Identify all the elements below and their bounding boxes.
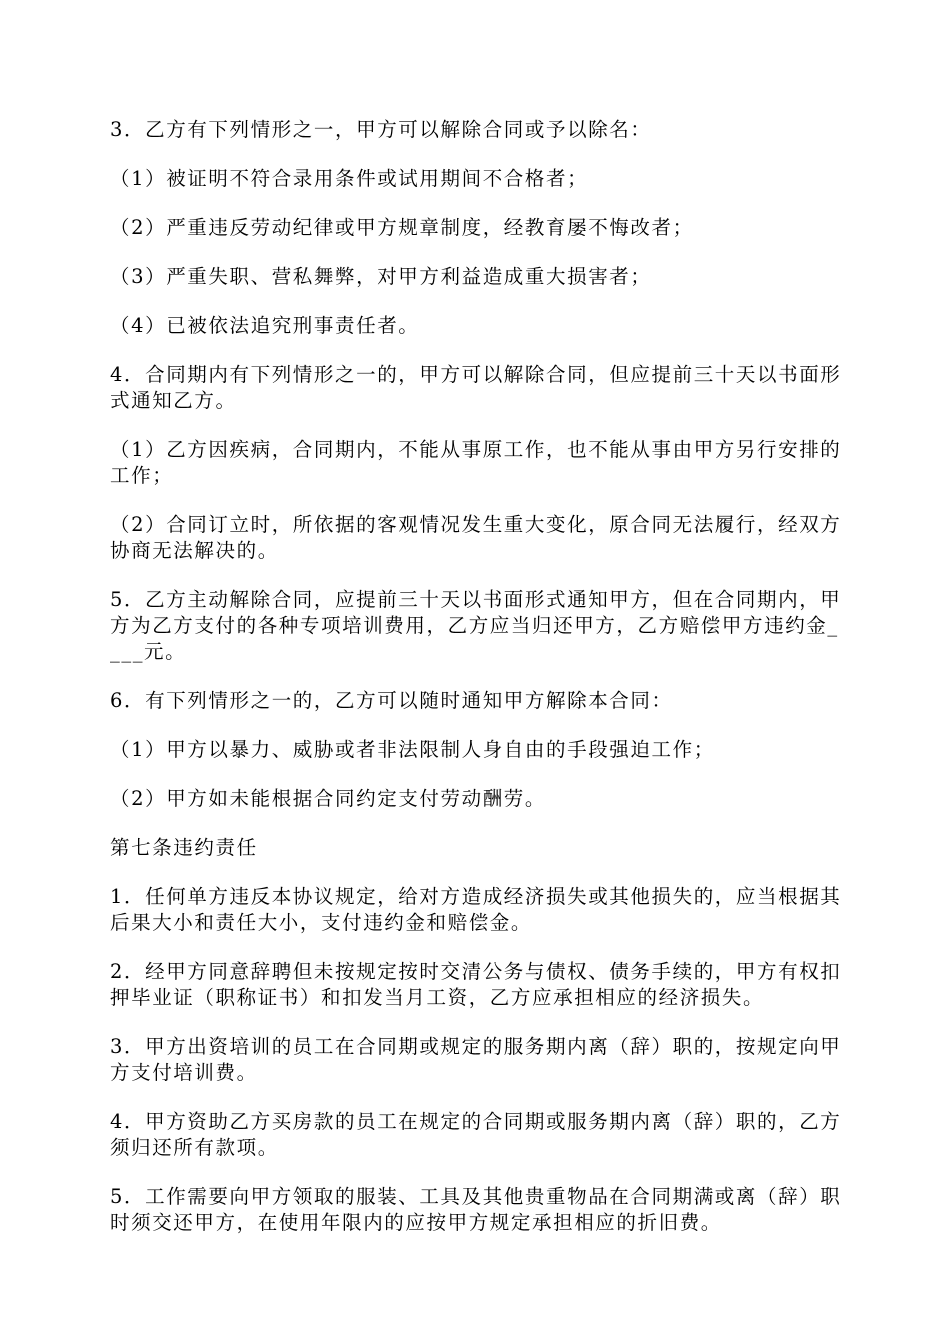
article-7-title: 第七条违约责任	[110, 836, 258, 859]
clause-3-item-1: （1）被证明不符合录用条件或试用期间不合格者；	[110, 167, 589, 190]
article-7-item-5: 5．工作需要向甲方领取的服装、工具及其他贵重物品在合同期满或离（辞）职时须交还甲方，在使用年限内的应按甲方规定承担相应的折旧费。	[110, 1185, 842, 1234]
clause-4-item-1: （1）乙方因疾病，合同期内，不能从事原工作，也不能从事由甲方另行安排的工作；	[110, 438, 842, 487]
article-7-item-2: 2．经甲方同意辞聘但未按规定按时交清公务与债权、债务手续的，甲方有权扣押毕业证（职称证书）和扣发当月工资，乙方应承担相应的经济损失。	[110, 960, 842, 1009]
clause-3-item-4: （4）已被依法追究刑事责任者。	[110, 314, 420, 337]
clause-5: 5．乙方主动解除合同，应提前三十天以书面形式通知甲方，但在合同期内，甲方为乙方支付的各种专项培训费用，乙方应当归还甲方，乙方赔偿甲方违约金____元。	[110, 588, 842, 663]
clause-3-item-3: （3）严重失职、营私舞弊，对甲方利益造成重大损害者；	[110, 265, 652, 288]
article-7-item-4: 4．甲方资助乙方买房款的员工在规定的合同期或服务期内离（辞）职的，乙方须归还所有款项。	[110, 1110, 842, 1159]
clause-3-heading: 3．乙方有下列情形之一，甲方可以解除合同或予以除名：	[110, 118, 652, 141]
article-7-item-1: 1．任何单方违反本协议规定，给对方造成经济损失或其他损失的，应当根据其后果大小和责任大小，支付违约金和赔偿金。	[110, 885, 842, 934]
clause-6-item-1: （1）甲方以暴力、威胁或者非法限制人身自由的手段强迫工作；	[110, 738, 715, 761]
clause-4-heading: 4．合同期内有下列情形之一的，甲方可以解除合同，但应提前三十天以书面形式通知乙方。	[110, 363, 842, 412]
clause-6-item-2: （2）甲方如未能根据合同约定支付劳动酬劳。	[110, 787, 547, 810]
clause-3-item-2: （2）严重违反劳动纪律或甲方规章制度，经教育屡不悔改者；	[110, 216, 694, 239]
clause-6-heading: 6．有下列情形之一的，乙方可以随时通知甲方解除本合同：	[110, 689, 673, 712]
article-7-item-3: 3．甲方出资培训的员工在合同期或规定的服务期内离（辞）职的，按规定向甲方支付培训费。	[110, 1035, 842, 1084]
clause-4-item-2: （2）合同订立时，所依据的客观情况发生重大变化，原合同无法履行，经双方协商无法解决的。	[110, 513, 842, 562]
